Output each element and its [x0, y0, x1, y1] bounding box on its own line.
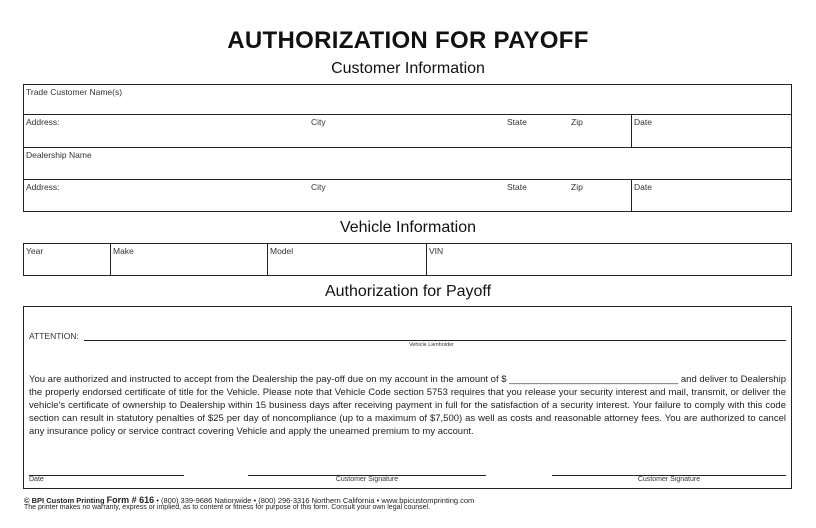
signature-caption-2: Customer Signature: [637, 476, 701, 483]
divider: [110, 243, 111, 276]
dealership-address-field[interactable]: Address:: [26, 182, 60, 192]
customer-date-field[interactable]: Date: [634, 117, 652, 127]
lienholder-line[interactable]: [84, 340, 786, 341]
vehicle-info-box: [23, 243, 792, 276]
divider: [426, 243, 427, 276]
customer-address-field[interactable]: Address:: [26, 117, 60, 127]
dealership-state-field[interactable]: State: [507, 182, 527, 192]
vehicle-vin-field[interactable]: VIN: [429, 246, 444, 256]
contact-text: • (800) 339-9686 Nationwide • (800) 296-3316 Northern California • www.bpicustomprinting.com: [156, 496, 475, 505]
vehicle-section-heading: Vehicle Information: [339, 219, 477, 236]
customer-zip-field[interactable]: Zip: [571, 117, 583, 127]
dealership-name-field[interactable]: Dealership Name: [26, 150, 92, 160]
attention-label: ATTENTION:: [29, 331, 79, 341]
disclaimer-text: The printer makes no warranty, express or implied, as to content or fitness for purpose of this form. Consult your own legal counsel.: [24, 504, 431, 511]
customer-state-field[interactable]: State: [507, 117, 527, 127]
divider: [631, 114, 632, 147]
date-line[interactable]: [29, 475, 184, 476]
form-title: AUTHORIZATION FOR PAYOFF: [227, 27, 589, 54]
vehicle-year-field[interactable]: Year: [26, 246, 44, 256]
trade-customer-name-field[interactable]: Trade Customer Name(s): [26, 87, 123, 97]
customer-info-box: [23, 84, 792, 212]
customer-section-heading: Customer Information: [331, 60, 485, 77]
date-caption: Date: [29, 476, 44, 483]
customer-city-field[interactable]: City: [311, 117, 326, 127]
dealership-zip-field[interactable]: Zip: [571, 182, 583, 192]
divider: [631, 179, 632, 212]
lienholder-caption: Vehicle Lienholder: [409, 342, 454, 348]
divider: [23, 179, 792, 180]
dealership-date-field[interactable]: Date: [634, 182, 652, 192]
vehicle-model-field[interactable]: Model: [270, 246, 294, 256]
signature-caption-1: Customer Signature: [335, 476, 399, 483]
vehicle-make-field[interactable]: Make: [113, 246, 134, 256]
divider: [267, 243, 268, 276]
form-number: Form # 616: [106, 495, 155, 505]
dealership-city-field[interactable]: City: [311, 182, 326, 192]
copyright-text: © BPI Custom Printing: [24, 496, 105, 505]
payoff-section-heading: Authorization for Payoff: [324, 283, 492, 300]
divider: [23, 114, 792, 115]
divider: [23, 147, 792, 148]
authorization-text: You are authorized and instructed to accept from the Dealership the pay-off due on my account in the amount of $ ________________________________ and deliver to Dealership the properly endorsed certificate of title for the Vehicle. Please note that Vehicle Code section 5753 requires that you release your security interest and mail, transmit, or deliver the vehicle's certificate of ownership to Dealership within 15 business days after receiving payment in full for the satisfaction of a security interest. Your failure to comply with this code section can result in statutory penalties of $25 per day of noncompliance (up to a maximum of $7,500) as well as costs and reasonable attorney fees. You are authorized to cancel any insurance policy or service contract covering Vehicle and apply the unearned premium to my account.: [29, 374, 786, 437]
